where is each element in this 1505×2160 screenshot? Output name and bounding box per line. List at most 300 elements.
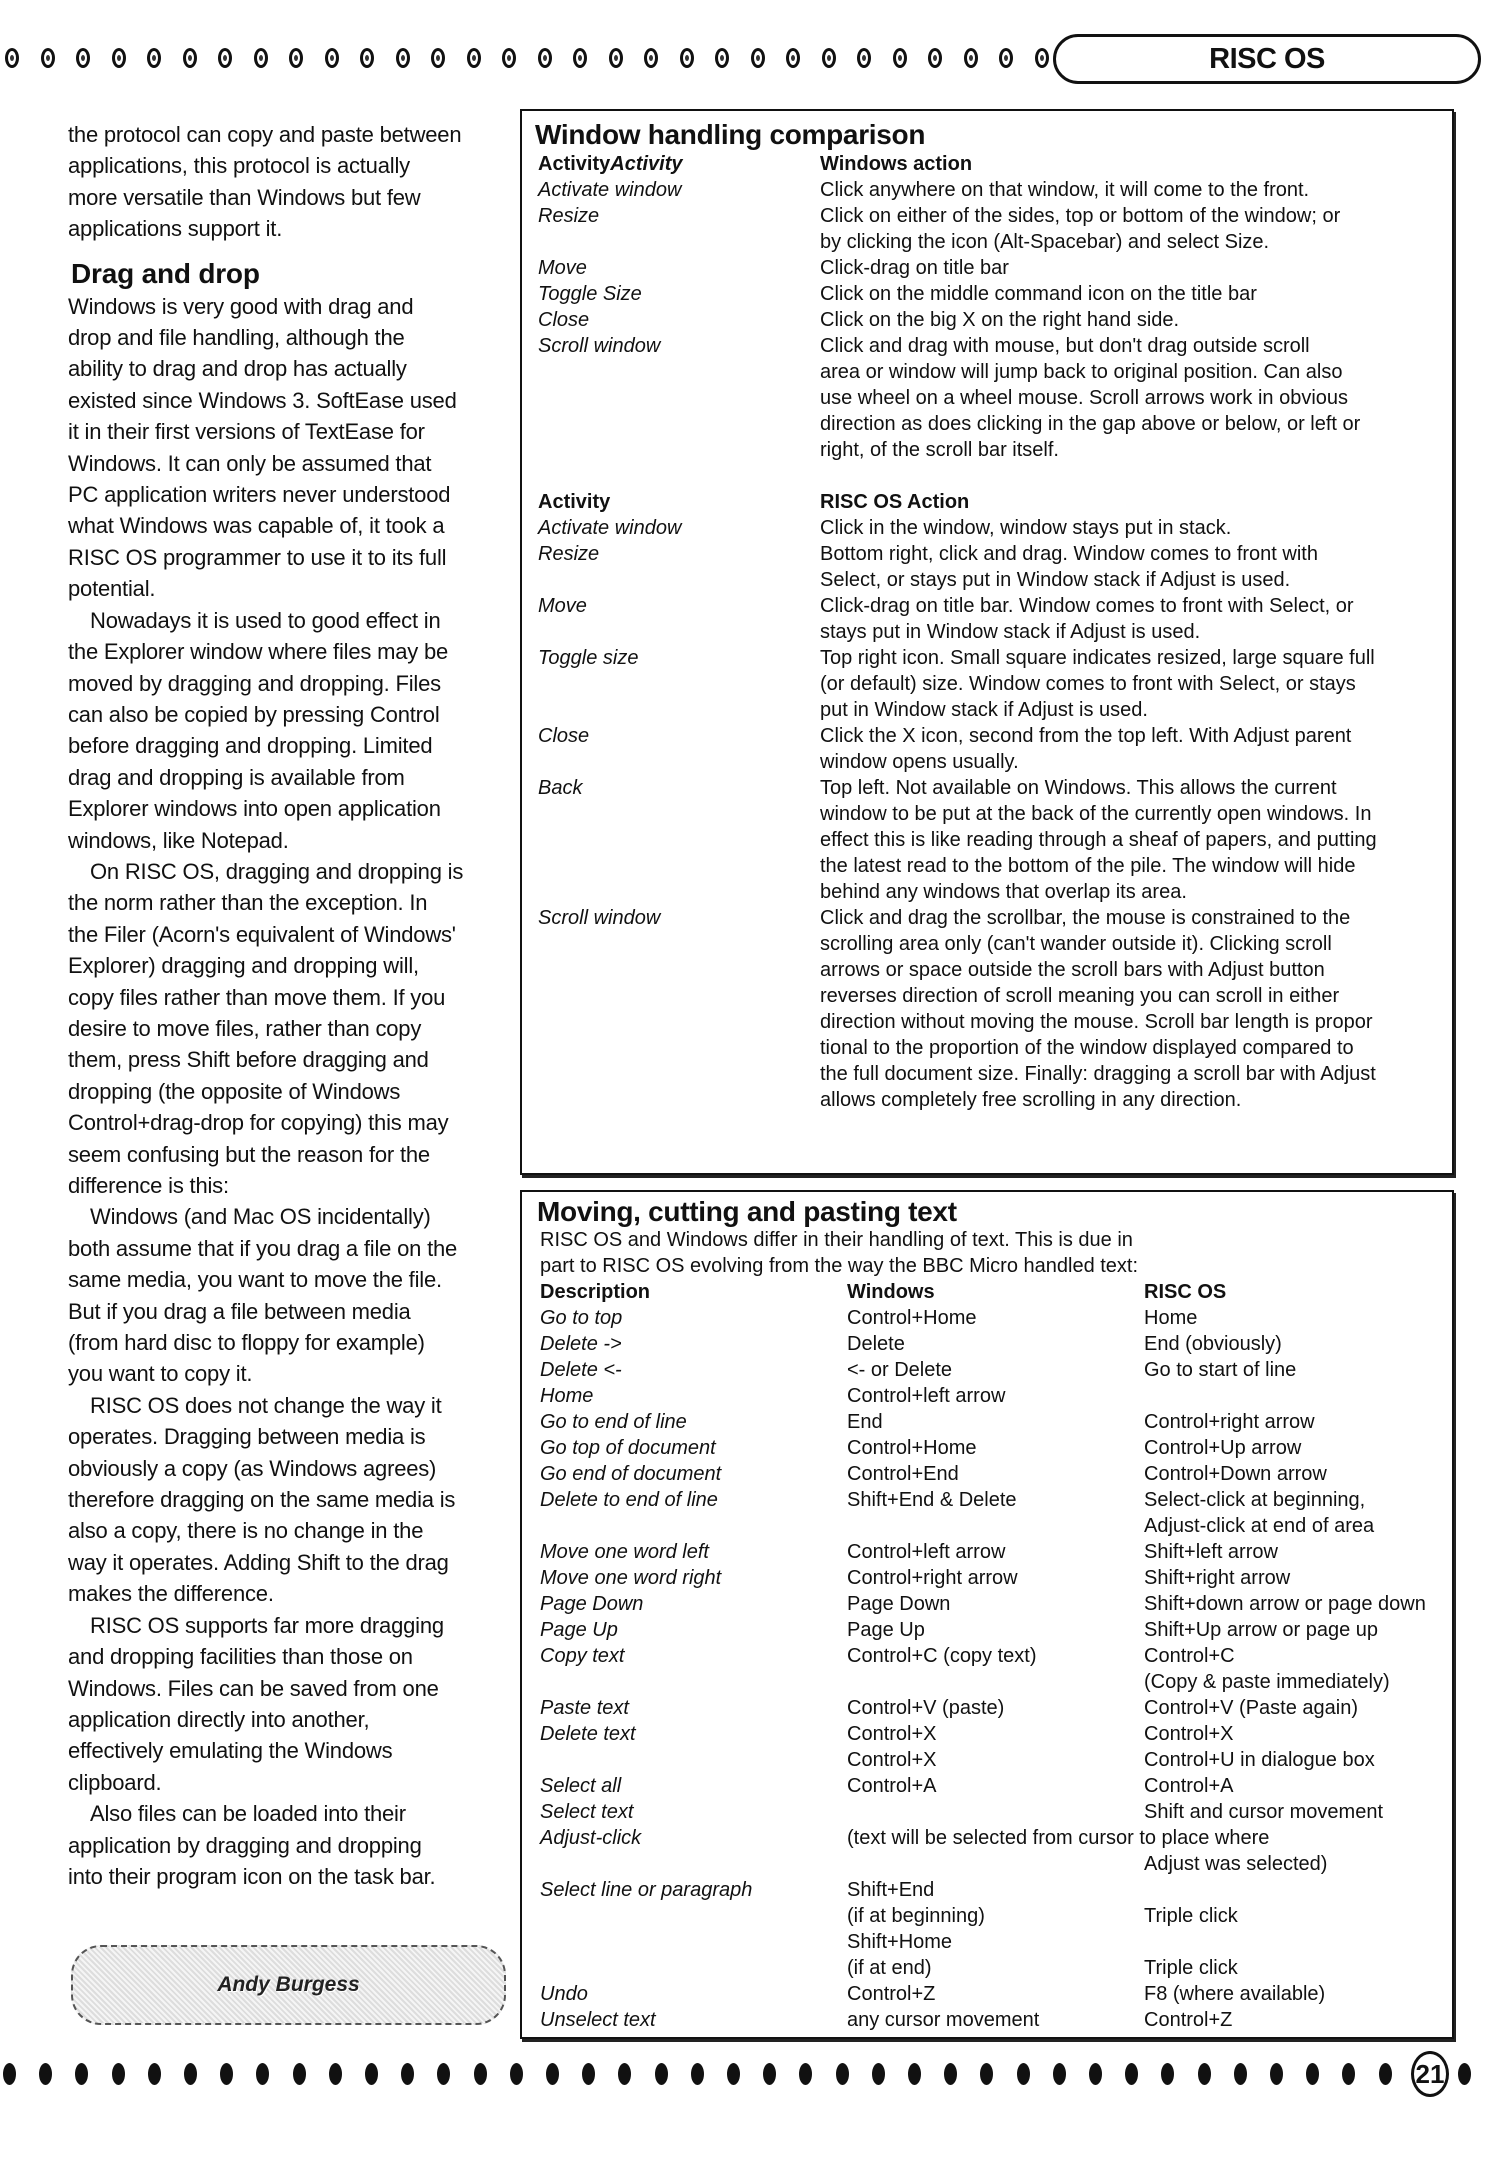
action-line: scrolling area only (can't wander outside it). Clicking scroll — [820, 933, 1332, 955]
riscos-cell: Select-click at beginning, — [1144, 1489, 1366, 1511]
windows-cell: Control+X — [847, 1723, 937, 1745]
action-line: allows completely free scrolling in any direction. — [820, 1089, 1242, 1111]
action-line: (or default) size. Window comes to front with Select, or stays — [820, 673, 1356, 695]
activity-header — [538, 489, 820, 515]
action-line: Bottom right, click and drag. Window comes to front with — [820, 543, 1318, 565]
text-handling-title: Moving, cutting and pasting text — [537, 1196, 957, 1227]
text-line: windows, like Notepad. — [68, 827, 289, 853]
activity-cell: Resize — [538, 205, 600, 227]
action-cell — [820, 905, 1376, 1113]
riscos-cell: Control+right arrow — [1144, 1411, 1315, 1433]
table-row — [540, 1643, 1426, 1669]
spacer — [538, 463, 1377, 489]
windows-cell: Control+X — [847, 1749, 937, 1771]
action-line: stays put in Window stack if Adjust is used. — [820, 621, 1201, 643]
text-line: Explorer windows into open application — [68, 796, 441, 822]
text-line: into their program icon on the task bar. — [68, 1863, 436, 1889]
action-line: Select, or stays put in Window stack if Adjust is used. — [820, 569, 1291, 591]
riscos-cell: Triple click — [1144, 1905, 1238, 1927]
border-dot — [644, 48, 658, 68]
table-row — [540, 1721, 1426, 1747]
text-line: ability to drag and drop has actually — [68, 356, 407, 382]
action-line: behind any windows that overlap its area. — [820, 881, 1187, 903]
border-dot — [999, 48, 1013, 68]
activity-cell: Close — [538, 725, 590, 747]
border-dot — [680, 48, 694, 68]
table-row — [538, 333, 1377, 463]
windows-cell: Control+Z — [847, 1983, 936, 2005]
border-dot — [964, 48, 978, 68]
riscos-cell: Shift and cursor movement — [1144, 1801, 1383, 1823]
paragraph — [68, 291, 508, 605]
table-row — [540, 1357, 1426, 1383]
text-line: But if you drag a file between media — [68, 1298, 411, 1324]
text-line: both assume that if you drag a file on the — [68, 1235, 458, 1261]
paragraph — [68, 1390, 508, 1610]
action-line: use wheel on a wheel mouse. Scroll arrows work in obvious — [820, 387, 1349, 409]
decorative-dot-border-bottom — [0, 2063, 1505, 2093]
action-line: put in Window stack if Adjust is used. — [820, 699, 1148, 721]
border-dot — [582, 2063, 595, 2085]
table-row — [540, 1851, 1426, 1877]
description-cell — [540, 1929, 847, 1955]
action-line: the latest read to the bottom of the pile. The window will hide — [820, 855, 1356, 877]
riscos-cell: Adjust-click at end of area — [1144, 1515, 1375, 1537]
border-dot — [1125, 2063, 1138, 2085]
action-line: direction as does clicking in the gap above or below, or left or — [820, 413, 1361, 435]
description-cell: Select line or paragraph — [540, 1879, 753, 1901]
text-line: Windows. Files can be saved from one — [68, 1675, 439, 1701]
column-header: Description — [540, 1281, 651, 1303]
description-cell: Select all — [540, 1775, 622, 1797]
table-header-row — [538, 151, 1377, 177]
text-line: therefore dragging on the same media is — [68, 1487, 456, 1513]
section-label-text: RISC OS — [1209, 42, 1325, 75]
description-cell — [540, 1903, 847, 1929]
intro-line — [540, 1253, 1426, 1279]
table-row — [540, 1955, 1426, 1981]
intro-text: RISC OS and Windows differ in their handling of text. This is due in — [540, 1229, 1133, 1251]
action-line: Click on either of the sides, top or bottom of the window; or — [820, 205, 1341, 227]
text-line: Windows. It can only be assumed that — [68, 450, 432, 476]
action-line: tional to the proportion of the window displayed compared to — [820, 1037, 1354, 1059]
description-cell: Copy text — [540, 1645, 625, 1667]
text-line: also a copy, there is no change in the — [68, 1518, 424, 1544]
description-cell: Home — [540, 1385, 594, 1407]
action-line: Click-drag on title bar — [820, 257, 1009, 279]
text-line: Windows is very good with drag and — [68, 293, 414, 319]
text-line: way it operates. Adding Shift to the drag — [68, 1549, 449, 1575]
riscos-cell: Home — [1144, 1307, 1198, 1329]
description-cell: Go end of document — [540, 1463, 722, 1485]
text-line: Nowadays it is used to good effect in — [90, 607, 441, 633]
description-cell: Adjust-click — [540, 1827, 642, 1849]
border-dot — [928, 48, 942, 68]
riscos-cell: Control+A — [1144, 1775, 1234, 1797]
activity-cell: Move — [538, 257, 587, 279]
text-line: and dropping facilities than those on — [68, 1644, 413, 1670]
action-line: Click on the middle command icon on the title bar — [820, 283, 1257, 305]
window-handling-title: Window handling comparison — [535, 119, 926, 150]
text-line: existed since Windows 3. SoftEase used — [68, 387, 457, 413]
activity-cell: Scroll window — [538, 335, 661, 357]
description-cell: Unselect text — [540, 2009, 656, 2031]
windows-cell — [847, 1851, 1144, 1877]
activity-header-italic: Activity — [610, 153, 683, 175]
action-line: window opens usually. — [820, 751, 1019, 773]
riscos-cell: Control+Z — [1144, 2009, 1233, 2031]
intro-line — [540, 1227, 1426, 1253]
table-row — [540, 1981, 1426, 2007]
windows-cell — [847, 1669, 1144, 1695]
border-dot — [655, 2063, 668, 2085]
text-handling-rows — [540, 1227, 1426, 2033]
text-line: before dragging and dropping. Limited — [68, 733, 433, 759]
windows-cell: Control+A — [847, 1775, 937, 1797]
action-line: right, of the scroll bar itself. — [820, 439, 1059, 461]
description-cell — [540, 1513, 847, 1539]
border-dot — [822, 48, 836, 68]
action-cell — [820, 775, 1377, 905]
description-cell: Move one word right — [540, 1567, 722, 1589]
table-row — [538, 307, 1377, 333]
action-cell — [820, 515, 1231, 541]
table-row — [538, 177, 1377, 203]
border-dot — [1342, 2063, 1355, 2085]
table-row — [540, 1487, 1426, 1513]
activity-cell: Scroll window — [538, 907, 661, 929]
text-line: (from hard disc to floppy for example) — [68, 1330, 425, 1356]
border-dot — [325, 48, 339, 68]
windows-cell: (if at beginning) — [847, 1905, 985, 1927]
page-number — [1411, 2051, 1449, 2097]
border-dot — [872, 2063, 885, 2085]
border-dot — [1379, 2063, 1392, 2085]
action-line: the full document size. Finally: dragging a scroll bar with Adjust — [820, 1063, 1376, 1085]
windows-cell: Control+V (paste) — [847, 1697, 1005, 1719]
windows-cell: Shift+End — [847, 1879, 935, 1901]
paragraph — [68, 1201, 508, 1389]
table-row — [540, 1409, 1426, 1435]
border-dot — [437, 2063, 450, 2085]
text-line: Windows (and Mac OS incidentally) — [90, 1204, 431, 1230]
action-cell — [820, 281, 1257, 307]
table-row — [538, 203, 1377, 255]
text-line: applications support it. — [68, 216, 283, 242]
table-row — [538, 515, 1377, 541]
action-line: Top left. Not available on Windows. This allows the current — [820, 777, 1337, 799]
border-dot — [112, 2063, 125, 2085]
text-line: dropping (the opposite of Windows — [68, 1078, 401, 1104]
border-dot — [401, 2063, 414, 2085]
riscos-cell: Control+V (Paste again) — [1144, 1697, 1359, 1719]
text-line: moved by dragging and dropping. Files — [68, 670, 441, 696]
action-cell — [820, 723, 1351, 775]
border-dot — [329, 2063, 342, 2085]
border-dot — [75, 2063, 88, 2085]
text-line: desire to move files, rather than copy — [68, 1015, 422, 1041]
text-line: Control+drag-drop for copying) this may — [68, 1110, 449, 1136]
page-number-text: 21 — [1415, 2058, 1445, 2089]
riscos-cell: (Copy & paste immediately) — [1144, 1671, 1390, 1693]
riscos-cell: Control+X — [1144, 1723, 1234, 1745]
table-row — [538, 255, 1377, 281]
table-row — [540, 1591, 1426, 1617]
table-row — [540, 1825, 1426, 1851]
border-dot — [857, 48, 871, 68]
table-header-row — [538, 489, 1377, 515]
text-line: On RISC OS, dragging and dropping is — [90, 858, 464, 884]
border-dot — [147, 48, 161, 68]
table-row — [540, 2007, 1426, 2033]
activity-cell: Activate window — [538, 517, 682, 539]
activity-header — [538, 151, 820, 177]
table-row — [540, 1383, 1426, 1409]
windows-cell: Control+Home — [847, 1437, 977, 1459]
border-dot — [751, 48, 765, 68]
description-cell — [540, 1851, 847, 1877]
border-dot — [1053, 2063, 1066, 2085]
action-line: by clicking the icon (Alt-Spacebar) and select Size. — [820, 231, 1270, 253]
riscos-cell: Go to start of line — [1144, 1359, 1297, 1381]
text-line: them, press Shift before dragging and — [68, 1047, 429, 1073]
border-dot — [39, 2063, 52, 2085]
text-line: effectively emulating the Windows — [68, 1738, 393, 1764]
table-row — [538, 281, 1377, 307]
windows-cell: <- or Delete — [847, 1359, 953, 1381]
table-row — [538, 775, 1377, 905]
action-line: Click-drag on title bar. Window comes to front with Select, or — [820, 595, 1354, 617]
border-dot — [609, 48, 623, 68]
text-line: Explorer) dragging and dropping will, — [68, 953, 419, 979]
text-line: RISC OS does not change the way it — [90, 1392, 442, 1418]
windows-cell: Control+Home — [847, 1307, 977, 1329]
text-line: difference is this: — [68, 1173, 229, 1198]
action-line: Click and drag the scrollbar, the mouse is constrained to the — [820, 907, 1351, 929]
border-dot — [1035, 48, 1049, 68]
border-dot — [256, 2063, 269, 2085]
text-line: potential. — [68, 576, 156, 602]
border-dot — [538, 48, 552, 68]
table-row — [538, 593, 1377, 645]
table-row — [540, 1669, 1426, 1695]
windows-cell: Control+End — [847, 1463, 959, 1485]
border-dot — [183, 48, 197, 68]
text-line: application directly into another, — [68, 1706, 370, 1732]
description-cell: Delete to end of line — [540, 1489, 718, 1511]
border-dot — [5, 48, 19, 68]
table-row — [540, 1539, 1426, 1565]
border-dot — [396, 48, 410, 68]
activity-cell: Back — [538, 777, 583, 799]
paragraph — [68, 605, 508, 856]
description-cell — [540, 1747, 847, 1773]
paragraph — [68, 856, 508, 1201]
border-dot — [1198, 2063, 1211, 2085]
text-line: operates. Dragging between media is — [68, 1424, 426, 1450]
text-line: can also be copied by pressing Control — [68, 701, 440, 727]
text-line: seem confusing but the reason for the — [68, 1141, 430, 1167]
border-dot — [112, 48, 126, 68]
column-header: RISC OS — [1144, 1281, 1227, 1303]
border-dot — [289, 48, 303, 68]
border-dot — [1089, 2063, 1102, 2085]
text-line: RISC OS programmer to use it to its full — [68, 544, 447, 570]
decorative-dot-border-top — [0, 48, 1050, 78]
border-dot — [41, 48, 55, 68]
border-dot — [763, 2063, 776, 2085]
text-line: drop and file handling, although the — [68, 325, 405, 351]
action-line: window to be put at the back of the currently open windows. In — [820, 803, 1372, 825]
action-cell — [820, 255, 1009, 281]
table-row — [540, 1799, 1426, 1825]
table-row — [540, 1929, 1426, 1955]
border-dot — [727, 2063, 740, 2085]
table-row — [540, 1773, 1426, 1799]
text-line: more versatile than Windows but few — [68, 184, 421, 210]
border-dot — [254, 48, 268, 68]
activity-cell: Activate window — [538, 179, 682, 201]
border-dot — [786, 48, 800, 68]
text-handling-table — [520, 1190, 1454, 2039]
intro-text: part to RISC OS evolving from the way the BBC Micro handled text: — [540, 1255, 1139, 1277]
section-label — [1053, 34, 1481, 84]
border-dot — [715, 48, 729, 68]
riscos-cell: Shift+down arrow or page down — [1144, 1593, 1426, 1615]
description-cell: Go to end of line — [540, 1411, 687, 1433]
description-cell: Undo — [540, 1983, 588, 2005]
table-row — [540, 1565, 1426, 1591]
action-line: effect this is like reading through a sheaf of papers, and putting — [820, 829, 1377, 851]
border-dot — [502, 48, 516, 68]
riscos-cell: F8 (where available) — [1144, 1983, 1326, 2005]
activity-cell: Close — [538, 309, 590, 331]
activity-cell: Toggle size — [538, 647, 639, 669]
text-line: what Windows was capable of, it took a — [68, 513, 445, 539]
action-cell — [820, 541, 1318, 593]
text-line: drag and dropping is available from — [68, 764, 405, 790]
border-dot — [573, 48, 587, 68]
description-cell: Delete <- — [540, 1359, 622, 1381]
riscos-cell: Control+Down arrow — [1144, 1463, 1327, 1485]
border-dot — [908, 2063, 921, 2085]
action-line: Click on the big X on the right hand side. — [820, 309, 1180, 331]
riscos-cell: Shift+right arrow — [1144, 1567, 1291, 1589]
action-cell — [820, 645, 1375, 723]
windows-cell: (if at end) — [847, 1957, 932, 1979]
border-dot — [546, 2063, 559, 2085]
riscos-cell: Control+U in dialogue box — [1144, 1749, 1375, 1771]
action-header: Windows action — [820, 153, 973, 175]
border-dot — [365, 2063, 378, 2085]
description-cell: Move one word left — [540, 1541, 709, 1563]
table-row — [538, 905, 1377, 1113]
description-cell: Delete text — [540, 1723, 636, 1745]
table-row — [540, 1513, 1426, 1539]
border-dot — [148, 2063, 161, 2085]
text-line: copy files rather than move them. If you — [68, 984, 446, 1010]
description-cell: Delete -> — [540, 1333, 622, 1355]
action-line: Click the X icon, second from the top left. With Adjust parent — [820, 725, 1352, 747]
table-row — [540, 1617, 1426, 1643]
description-cell: Page Down — [540, 1593, 644, 1615]
action-line: reverses direction of scroll meaning you can scroll in either — [820, 985, 1340, 1007]
border-dot — [691, 2063, 704, 2085]
windows-cell: Control+left arrow — [847, 1541, 1006, 1563]
border-dot — [431, 48, 445, 68]
window-handling-rows — [538, 151, 1377, 1113]
table-row — [540, 1747, 1426, 1773]
description-cell: Paste text — [540, 1697, 629, 1719]
action-cell — [820, 333, 1360, 463]
paragraph — [68, 1610, 508, 1798]
windows-cell: Control+right arrow — [847, 1567, 1018, 1589]
text-line: same media, you want to move the file. — [68, 1267, 442, 1293]
riscos-cell: Triple click — [1144, 1957, 1238, 1979]
windows-cell: Page Down — [847, 1593, 951, 1615]
text-line: the protocol can copy and paste between — [68, 122, 462, 147]
border-dot — [1270, 2063, 1283, 2085]
action-line: Click in the window, window stays put in stack. — [820, 517, 1232, 539]
table-row — [538, 645, 1377, 723]
border-dot — [218, 48, 232, 68]
border-dot — [184, 2063, 197, 2085]
border-dot — [220, 2063, 233, 2085]
text-line: the Explorer window where files may be — [68, 639, 449, 665]
action-cell — [820, 203, 1340, 255]
windows-cell: Delete — [847, 1333, 905, 1355]
description-cell: Go top of document — [540, 1437, 716, 1459]
border-dot — [3, 2063, 16, 2085]
text-line: application by dragging and dropping — [68, 1832, 422, 1858]
windows-cell — [847, 1513, 1144, 1539]
section-heading: Drag and drop — [71, 257, 260, 289]
action-cell — [820, 307, 1179, 333]
text-line: PC application writers never understood — [68, 482, 451, 508]
border-dot — [1161, 2063, 1174, 2085]
table-row — [540, 1903, 1426, 1929]
action-line: arrows or space outside the scroll bars with Adjust button — [820, 959, 1325, 981]
activity-header-text: Activity — [538, 153, 611, 175]
riscos-cell: Shift+Up arrow or page up — [1144, 1619, 1379, 1641]
border-dot — [836, 2063, 849, 2085]
action-line: Click and drag with mouse, but don't drag outside scroll — [820, 335, 1310, 357]
text-line: you want to copy it. — [68, 1361, 253, 1387]
windows-cell: Control+C (copy text) — [847, 1645, 1037, 1667]
window-handling-table — [520, 109, 1454, 1175]
description-cell — [540, 1669, 847, 1695]
border-dot — [360, 48, 374, 68]
action-line: Top right icon. Small square indicates resized, large square full — [820, 647, 1375, 669]
author-name: Andy Burgess — [217, 1973, 360, 1996]
article-column — [68, 119, 508, 1892]
text-line: makes the difference. — [68, 1581, 274, 1607]
border-dot — [618, 2063, 631, 2085]
action-cell — [820, 593, 1354, 645]
windows-cell: any cursor movement — [847, 2009, 1040, 2031]
table-row — [540, 1305, 1426, 1331]
action-header: RISC OS Action — [820, 491, 970, 513]
text-line: RISC OS supports far more dragging — [90, 1612, 444, 1638]
activity-header-text: Activity — [538, 491, 611, 513]
riscos-cell: Control+Up arrow — [1144, 1437, 1302, 1459]
table-row — [540, 1877, 1426, 1903]
author-byline — [71, 1945, 506, 2025]
border-dot — [944, 2063, 957, 2085]
table-row — [538, 541, 1377, 593]
table-row — [540, 1461, 1426, 1487]
windows-cell: (text will be selected from cursor to place where — [847, 1827, 1270, 1849]
